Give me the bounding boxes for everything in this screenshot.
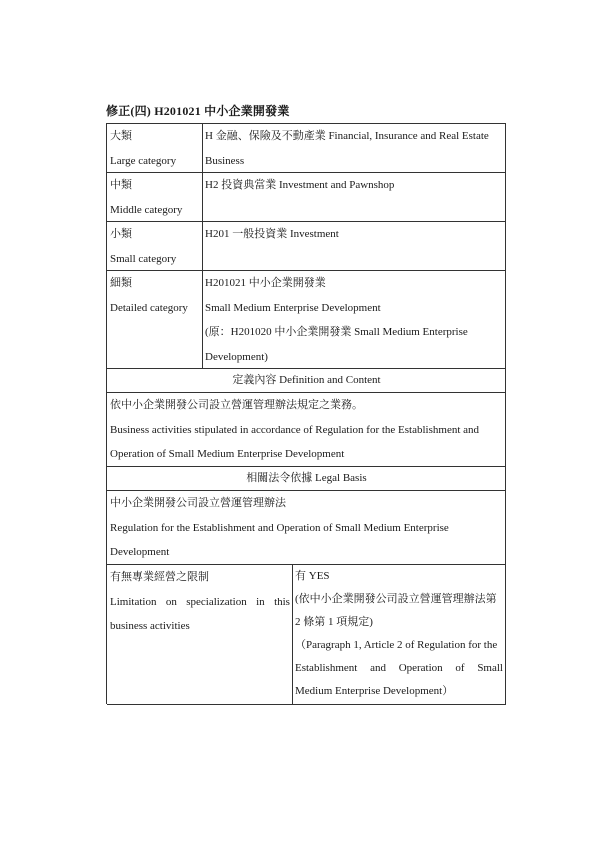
definition-content	[110, 393, 504, 467]
detailed-category-label-zh: 細類	[110, 277, 132, 289]
row-definition-heading	[107, 369, 506, 393]
middle-category-label	[110, 173, 200, 222]
limitation-value-word: Small	[477, 662, 503, 674]
detailed-category-value-line2: Small Medium Enterprise Development	[205, 301, 381, 314]
small-category-label-zh: 小類	[110, 228, 132, 240]
middle-category-label-zh: 中類	[110, 179, 132, 191]
large-category-value-line2: Business	[205, 154, 245, 167]
limitation-label-zh: 有無專業經營之限制	[110, 571, 209, 583]
middle-category-value	[205, 173, 505, 198]
limitation-value-line2: (依中小企業開發公司設立營運管理辦法第	[295, 593, 497, 605]
legal-line3: Development	[110, 546, 170, 558]
large-category-value-line1: H 金融、保險及不動產業 Financial, Insurance and Real Estate	[205, 130, 489, 142]
detailed-category-value-line3: (原：H201020 中小企業開發業 Small Medium Enterprise	[205, 326, 468, 338]
row-limitation	[107, 565, 506, 705]
limitation-value-line4: （Paragraph 1, Article 2 of Regulation for the	[295, 639, 498, 651]
limitation-label-word: Limitation	[110, 595, 157, 608]
limitation-label	[110, 565, 290, 639]
detailed-category-value	[205, 271, 505, 369]
category-table	[106, 123, 506, 704]
middle-category-label-en: Middle category	[110, 203, 183, 216]
small-category-value	[205, 222, 505, 247]
limitation-value-word: Operation	[398, 662, 443, 674]
row-detailed-category	[107, 271, 506, 369]
large-category-value	[205, 124, 505, 173]
row-small-category	[107, 222, 506, 271]
row-middle-category	[107, 173, 506, 222]
row-definition-content	[107, 393, 506, 467]
limitation-value-word: and	[370, 662, 386, 674]
limitation-label-word: this	[274, 595, 290, 608]
limitation-label-en-line2: business activities	[110, 620, 190, 632]
legal-line1: 中小企業開發公司設立營運管理辦法	[110, 497, 286, 509]
legal-content	[110, 491, 504, 565]
limitation-value	[295, 565, 503, 703]
legal-heading: 相關法令依據 Legal Basis	[246, 472, 367, 484]
limitation-value-line5	[295, 657, 503, 680]
definition-line3: Operation of Small Medium Enterprise Development	[110, 448, 345, 460]
definition-line1: 依中小企業開發公司設立營運管理辦法規定之業務。	[110, 399, 363, 411]
definition-line2: Business activities stipulated in accordance of Regulation for the Establishment and	[110, 423, 480, 436]
large-category-label-en: Large category	[110, 154, 177, 167]
row-legal-heading	[107, 467, 506, 491]
limitation-label-word: on	[165, 595, 177, 608]
limitation-value-word: Establishment	[295, 662, 358, 674]
small-category-label-en: Small category	[110, 252, 177, 265]
detailed-category-value-line1: H201021 中小企業開發業	[205, 277, 326, 289]
document-title: 修正(四) H201021 中小企業開發業	[106, 104, 290, 118]
limitation-label-word: specialization	[186, 595, 247, 608]
detailed-category-value-line4: Development)	[205, 350, 268, 363]
limitation-label-en-line1	[110, 590, 290, 615]
definition-heading: 定義內容 Definition and Content	[232, 374, 381, 386]
limitation-value-line1: 有 YES	[295, 570, 330, 582]
legal-line2: Regulation for the Establishment and Operation of Small Medium Enterprise	[110, 521, 449, 534]
detailed-category-label	[110, 271, 200, 320]
limitation-value-line3: 2 條第 1 項規定)	[295, 616, 373, 628]
limitation-value-line6: Medium Enterprise Development）	[295, 685, 454, 697]
small-category-value-line1: H201 一般投資業 Investment	[205, 228, 339, 240]
detailed-category-label-en: Detailed category	[110, 301, 188, 314]
large-category-label-zh: 大類	[110, 130, 132, 142]
row-legal-content	[107, 491, 506, 565]
limitation-label-word: in	[256, 595, 265, 608]
row-large-category	[107, 124, 506, 173]
middle-category-value-line1: H2 投資典當業 Investment and Pawnshop	[205, 179, 395, 191]
large-category-label	[110, 124, 200, 173]
small-category-label	[110, 222, 200, 271]
limitation-value-word: of	[455, 662, 465, 674]
